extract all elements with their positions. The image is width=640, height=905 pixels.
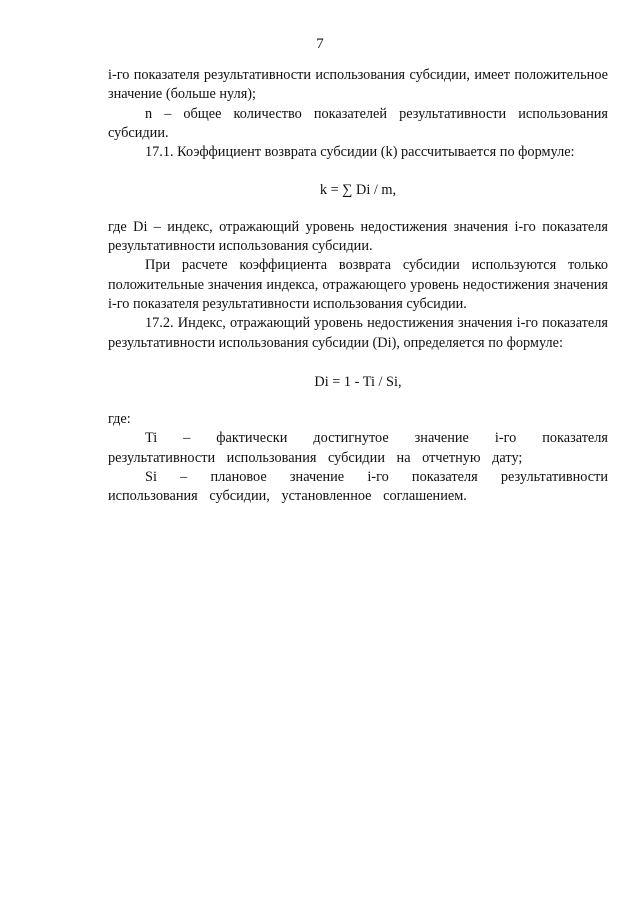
paragraph-17-2: 17.2. Индекс, отражающий уровень недостижения значения i-го показателя результативности использования субсидии (Di), определяется по формуле: (108, 315, 608, 351)
paragraph-where: где: (108, 411, 131, 428)
paragraph-positive-values: При расчете коэффициента возврата субсидии используются только положительные значения индекса, отражающего уровень недостижения значения i-го показателя результативности использования субсидии. (108, 257, 608, 312)
paragraph-17-1: 17.1. Коэффициент возврата субсидии (k) рассчитывается по формуле: (145, 144, 575, 161)
paragraph-ti-definition: Ti – фактически достигнутое значение i-го показателя результативности использования субсидии на отчетную дату; (108, 430, 608, 466)
paragraph-si-definition: Si – плановое значение i-го показателя результативности использования субсидии, установленное соглашением. (108, 469, 608, 505)
formula-k: k = ∑ Di / m, (319, 182, 397, 199)
paragraph-continuation: i-го показателя результативности использования субсидии, имеет положительное значение (больше нуля); (108, 67, 608, 103)
document-body (108, 66, 608, 507)
page-number: 7 (316, 36, 324, 52)
paragraph-n-definition: n – общее количество показателей результативности использования субсидии. (108, 105, 608, 141)
paragraph-di-definition: где Di – индекс, отражающий уровень недостижения значения i-го показателя результативности использования субсидии. (108, 218, 608, 255)
formula-di: Di = 1 - Ti / Si, (314, 373, 402, 390)
